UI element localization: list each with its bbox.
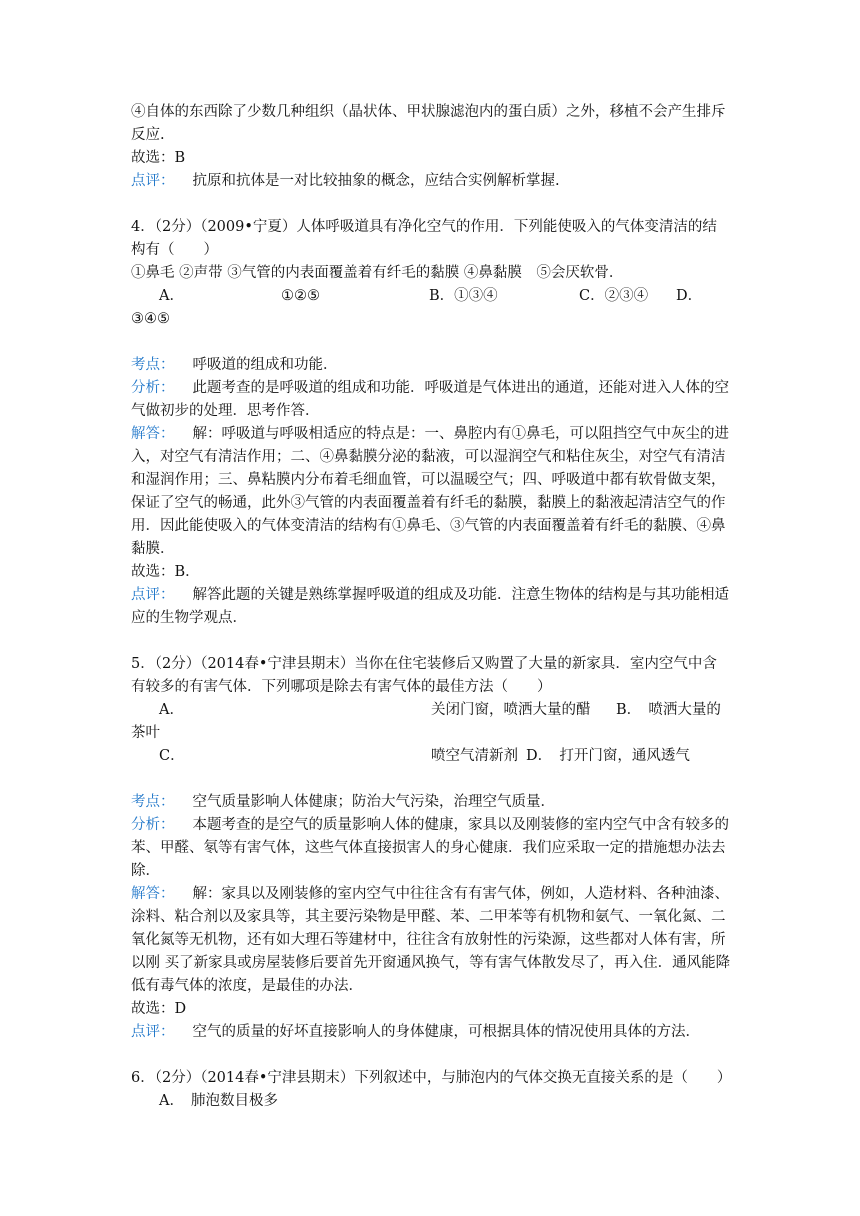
- dianping-label: 点评：: [131, 1024, 175, 1040]
- jieda-label: 解答：: [131, 426, 175, 442]
- document-content: [131, 101, 731, 1113]
- prev-comment: [131, 170, 731, 193]
- q6-option-a: 肺泡数目极多: [191, 1093, 278, 1109]
- q5-option-c: 喷空气清新剂: [431, 748, 518, 764]
- spacer: [131, 193, 731, 216]
- q4-option-b: B．①③④: [429, 288, 498, 304]
- jieda-text: 解：呼吸道与呼吸相适应的特点是：一、鼻腔内有①鼻毛，可以阻挡空气中灰尘的进入，对空气有清洁作用；二、④鼻黏膜分泌的黏液，可以湿润空气和粘住灰尘，对空气有清洁和湿润作用；三、鼻粘膜内分布着毛细血管，可以温暖空气；四、呼吸道中都有软骨做支架，保证了空气的畅通，此外③气管的内表面覆盖着有纤毛的黏膜，黏膜上的黏液起清洁空气的作用．因此能使吸入的气体变清洁的结构有①鼻毛、③气管的内表面覆盖着有纤毛的黏膜、④鼻黏膜．: [131, 426, 729, 557]
- q5-option-b: B． 喷洒大量的: [616, 702, 721, 718]
- q4-kaodian: [131, 354, 731, 377]
- q5-dianping: [131, 1021, 731, 1044]
- spacer: [131, 1044, 731, 1067]
- q5-stem: 5．（2分）（2014春•宁津县期末）当你在住宅装修后又购置了大量的新家具．室内空气中含有较多的有害气体．下列哪项是除去有害气体的最佳方法（ ）: [131, 656, 717, 695]
- q4-jieda: [131, 423, 731, 561]
- kaodian-label: 考点：: [131, 357, 175, 373]
- fenxi-text: 此题考查的是呼吸道的组成和功能．呼吸道是气体进出的通道，还能对进入人体的空气做初步的处理．思考作答．: [131, 380, 729, 419]
- q5-options-row2: [131, 745, 731, 768]
- q5-kaodian: [131, 791, 731, 814]
- q6-option-a-label: A．: [159, 1093, 184, 1109]
- comment-label: 点评：: [131, 173, 175, 189]
- q5-option-b-cont: 茶叶: [131, 725, 160, 741]
- jieda-label: 解答：: [131, 886, 175, 902]
- q4-stem: 4．（2分）（2009•宁夏）人体呼吸道具有净化空气的作用．下列能使吸入的气体变清洁的结构有（ ）: [131, 219, 717, 258]
- prev-answer: 故选：B: [131, 150, 186, 166]
- kaodian-text: 呼吸道的组成和功能．: [192, 357, 338, 373]
- spacer: [131, 630, 731, 653]
- q4-option-a-label: A．: [159, 288, 184, 304]
- q4-option-d-label: D．: [676, 288, 703, 304]
- dianping-text: 解答此题的关键是熟练掌握呼吸道的组成及功能．注意生物体的结构是与其功能相适应的生物学观点．: [131, 587, 729, 626]
- q5-option-a-label: A．: [159, 702, 184, 718]
- q4-items: ①鼻毛 ②声带 ③气管的内表面覆盖着有纤毛的黏膜 ④鼻黏膜 ⑤会厌软骨．: [131, 265, 624, 281]
- spacer: [131, 768, 731, 791]
- dianping-text: 空气的质量的好坏直接影响人的身体健康，可根据具体的情况使用具体的方法．: [192, 1024, 700, 1040]
- q5-option-a: 关闭门窗，喷洒大量的醋: [431, 702, 591, 718]
- q5-fenxi: [131, 814, 731, 883]
- q4-options: [131, 285, 731, 308]
- q4-option-a: ①②⑤: [281, 288, 320, 304]
- q6-options: [131, 1090, 731, 1113]
- spacer: [131, 331, 731, 354]
- q4-dianping: [131, 584, 731, 630]
- kaodian-text: 空气质量影响人体健康；防治大气污染，治理空气质量．: [192, 794, 555, 810]
- q4-option-c: C．②③④: [579, 288, 649, 304]
- fenxi-label: 分析：: [131, 380, 175, 396]
- q5-option-c-label: C．: [159, 748, 185, 764]
- q5-answer: 故选：D: [131, 1001, 187, 1017]
- q4-option-d: ③④⑤: [131, 311, 170, 327]
- prev-explanation-text: ④自体的东西除了少数几种组织（晶状体、甲状腺滤泡内的蛋白质）之外，移植不会产生排斥反应.: [131, 104, 726, 143]
- q5-options-row1: [131, 699, 731, 722]
- q4-answer: 故选：B．: [131, 564, 200, 580]
- q6-stem: 6．（2分）（2014春•宁津县期末）下列叙述中，与肺泡内的气体交换无直接关系的是（ ）: [131, 1070, 732, 1086]
- q5-option-d: D． 打开门窗，通风透气: [526, 748, 690, 764]
- jieda-text: 解：家具以及刚装修的室内空气中往往含有有害气体，例如，人造材料、各种油漆、涂料、粘合剂以及家具等，其主要污染物是甲醛、苯、二甲苯等有机物和氨气、一氧化氮、二氧化氮等无机物，还有如大理石等建材中，往往含有放射性的污染源，这些都对人体有害，所以刚 买了新家具或房屋装修后要首先开窗通风换气，等有害气体散发尽了，再入住．通风能降低有毒气体的浓度，是最佳的办法．: [131, 886, 731, 994]
- q5-jieda: [131, 883, 731, 998]
- comment-text: 抗原和抗体是一对比较抽象的概念，应结合实例解析掌握.: [192, 173, 560, 189]
- dianping-label: 点评：: [131, 587, 175, 603]
- fenxi-label: 分析：: [131, 817, 175, 833]
- fenxi-text: 本题考查的是空气的质量影响人体的健康，家具以及刚装修的室内空气中含有较多的苯、甲醛、氡等有害气体，这些气体直接损害人的身心健康．我们应采取一定的措施想办法去除．: [131, 817, 729, 879]
- q4-fenxi: [131, 377, 731, 423]
- kaodian-label: 考点：: [131, 794, 175, 810]
